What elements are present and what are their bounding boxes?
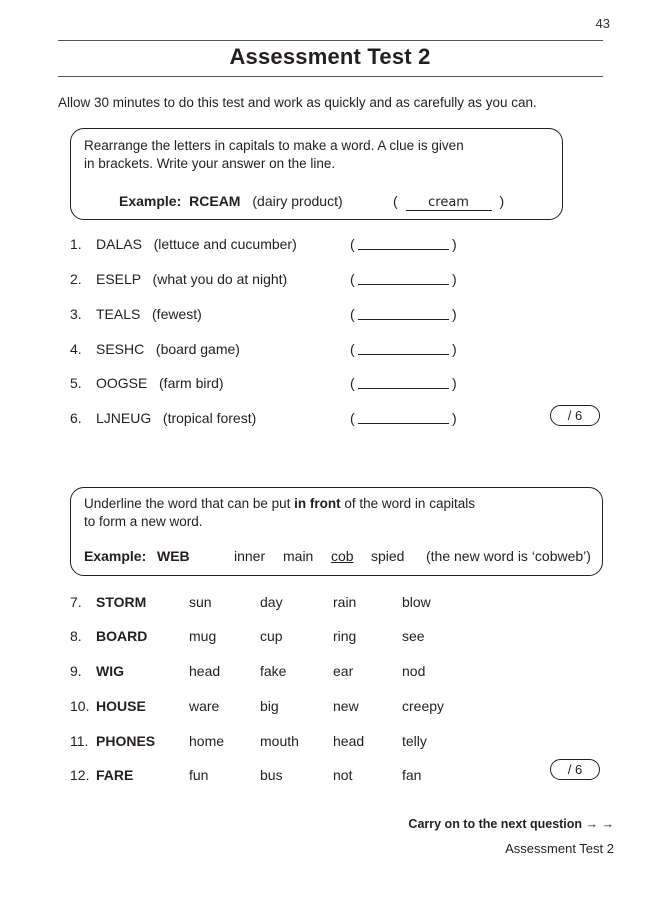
section1-instruction-line1: Rearrange the letters in capitals to make a word. A clue is given bbox=[84, 138, 464, 153]
word-option[interactable]: mug bbox=[189, 628, 217, 644]
word-option[interactable]: ear bbox=[333, 663, 354, 679]
section2-instruction-line2: to form a new word. bbox=[84, 514, 203, 529]
word-option[interactable]: head bbox=[189, 663, 221, 679]
word-option[interactable]: bus bbox=[260, 767, 283, 783]
example-clue: (dairy product) bbox=[252, 193, 343, 209]
paren-open: ( bbox=[350, 271, 355, 287]
instruction-emphasis: in front bbox=[294, 496, 341, 511]
example-word: WEB bbox=[157, 548, 190, 564]
paren-open: ( bbox=[350, 306, 355, 322]
question-number: 10. bbox=[70, 698, 90, 714]
section2-example bbox=[84, 548, 599, 568]
test-instructions: Allow 30 minutes to do this test and work as quickly and as carefully as you can. bbox=[58, 95, 537, 110]
paren-open: ( bbox=[350, 341, 355, 357]
title-rule-bottom bbox=[58, 76, 603, 77]
word-option[interactable]: blow bbox=[402, 594, 431, 610]
question-row bbox=[0, 341, 660, 361]
word-option[interactable]: cup bbox=[260, 628, 283, 644]
section1-example bbox=[119, 193, 343, 209]
question-number: 8. bbox=[70, 628, 82, 644]
example-label: Example: bbox=[119, 193, 182, 209]
question-number: 4. bbox=[70, 341, 82, 357]
instruction-part: Underline the word that can be put bbox=[84, 496, 295, 511]
question-row bbox=[0, 628, 660, 648]
section2-instruction-box bbox=[70, 487, 603, 576]
question-row bbox=[0, 594, 660, 614]
section1-instruction-line2: in brackets. Write your answer on the line. bbox=[84, 156, 336, 171]
question-text: DALAS (lettuce and cucumber) bbox=[96, 236, 297, 252]
question-row bbox=[0, 375, 660, 395]
question-number: 1. bbox=[70, 236, 82, 252]
question-text: SESHC (board game) bbox=[96, 341, 240, 357]
example-answer-text: cream bbox=[406, 195, 492, 211]
example-option: spied bbox=[371, 548, 405, 564]
word-option[interactable]: fan bbox=[402, 767, 422, 783]
question-row bbox=[0, 236, 660, 256]
example-option: inner bbox=[234, 548, 266, 564]
question-row bbox=[0, 306, 660, 326]
page-title: Assessment Test 2 bbox=[229, 44, 431, 69]
question-number: 12. bbox=[70, 767, 90, 783]
question-row bbox=[0, 698, 660, 718]
footer-test-label: Assessment Test 2 bbox=[505, 841, 614, 856]
example-paren-open: ( bbox=[393, 193, 398, 209]
page-number: 43 bbox=[595, 16, 610, 31]
word-option[interactable]: not bbox=[333, 767, 353, 783]
section2-instruction-line1 bbox=[84, 495, 475, 513]
paren-close: ) bbox=[452, 375, 457, 391]
section2-score-box[interactable]: / 6 bbox=[550, 759, 600, 780]
example-option-underlined: cob bbox=[331, 548, 354, 564]
question-text: ESELP (what you do at night) bbox=[96, 271, 288, 287]
paren-close: ) bbox=[452, 236, 457, 252]
paren-close: ) bbox=[452, 410, 457, 426]
answer-line[interactable] bbox=[358, 388, 449, 389]
word-option[interactable]: nod bbox=[402, 663, 426, 679]
answer-line[interactable] bbox=[358, 249, 449, 250]
word-option[interactable]: sun bbox=[189, 594, 212, 610]
question-text: TEALS (fewest) bbox=[96, 306, 202, 322]
example-word: RCEAM bbox=[189, 193, 241, 209]
question-number: 6. bbox=[70, 410, 82, 426]
carry-on-prompt: Carry on to the next question → → bbox=[408, 817, 614, 831]
question-row bbox=[0, 271, 660, 291]
answer-line[interactable] bbox=[358, 354, 449, 355]
question-text: LJNEUG (tropical forest) bbox=[96, 410, 257, 426]
paren-close: ) bbox=[452, 271, 457, 287]
example-option: main bbox=[283, 548, 314, 564]
answer-line[interactable] bbox=[358, 423, 449, 424]
example-paren-close: ) bbox=[499, 193, 505, 209]
question-word: FARE bbox=[96, 767, 134, 783]
word-option[interactable]: ring bbox=[333, 628, 357, 644]
section1-score-box[interactable]: / 6 bbox=[550, 405, 600, 426]
question-word: PHONES bbox=[96, 733, 156, 749]
paren-close: ) bbox=[452, 306, 457, 322]
example-note: (the new word is ‘cobweb’) bbox=[426, 548, 591, 564]
word-option[interactable]: home bbox=[189, 733, 225, 749]
question-word: WIG bbox=[96, 663, 124, 679]
question-number: 7. bbox=[70, 594, 82, 610]
word-option[interactable]: new bbox=[333, 698, 359, 714]
word-option[interactable]: fake bbox=[260, 663, 287, 679]
example-label: Example: bbox=[84, 548, 147, 564]
word-option[interactable]: creepy bbox=[402, 698, 445, 714]
question-word: BOARD bbox=[96, 628, 148, 644]
word-option[interactable]: day bbox=[260, 594, 283, 610]
question-text: OOGSE (farm bird) bbox=[96, 375, 224, 391]
word-option[interactable]: rain bbox=[333, 594, 357, 610]
question-number: 2. bbox=[70, 271, 82, 287]
word-option[interactable]: telly bbox=[402, 733, 427, 749]
paren-open: ( bbox=[350, 375, 355, 391]
question-row bbox=[0, 663, 660, 683]
title-rule-top bbox=[58, 40, 603, 41]
word-option[interactable]: fun bbox=[189, 767, 209, 783]
word-option[interactable]: head bbox=[333, 733, 365, 749]
paren-open: ( bbox=[350, 410, 355, 426]
paren-open: ( bbox=[350, 236, 355, 252]
answer-line[interactable] bbox=[358, 319, 449, 320]
answer-line[interactable] bbox=[358, 284, 449, 285]
question-number: 3. bbox=[70, 306, 82, 322]
question-number: 9. bbox=[70, 663, 82, 679]
question-number: 5. bbox=[70, 375, 82, 391]
instruction-part: of the word in capitals bbox=[340, 496, 475, 511]
word-option[interactable]: big bbox=[260, 698, 279, 714]
question-number: 11. bbox=[70, 733, 89, 749]
section1-instruction-box bbox=[70, 128, 563, 220]
question-word: HOUSE bbox=[96, 698, 146, 714]
question-row bbox=[0, 733, 660, 753]
paren-close: ) bbox=[452, 341, 457, 357]
example-answer bbox=[393, 193, 504, 211]
word-option[interactable]: mouth bbox=[260, 733, 299, 749]
question-word: STORM bbox=[96, 594, 147, 610]
word-option[interactable]: ware bbox=[189, 698, 220, 714]
word-option[interactable]: see bbox=[402, 628, 425, 644]
